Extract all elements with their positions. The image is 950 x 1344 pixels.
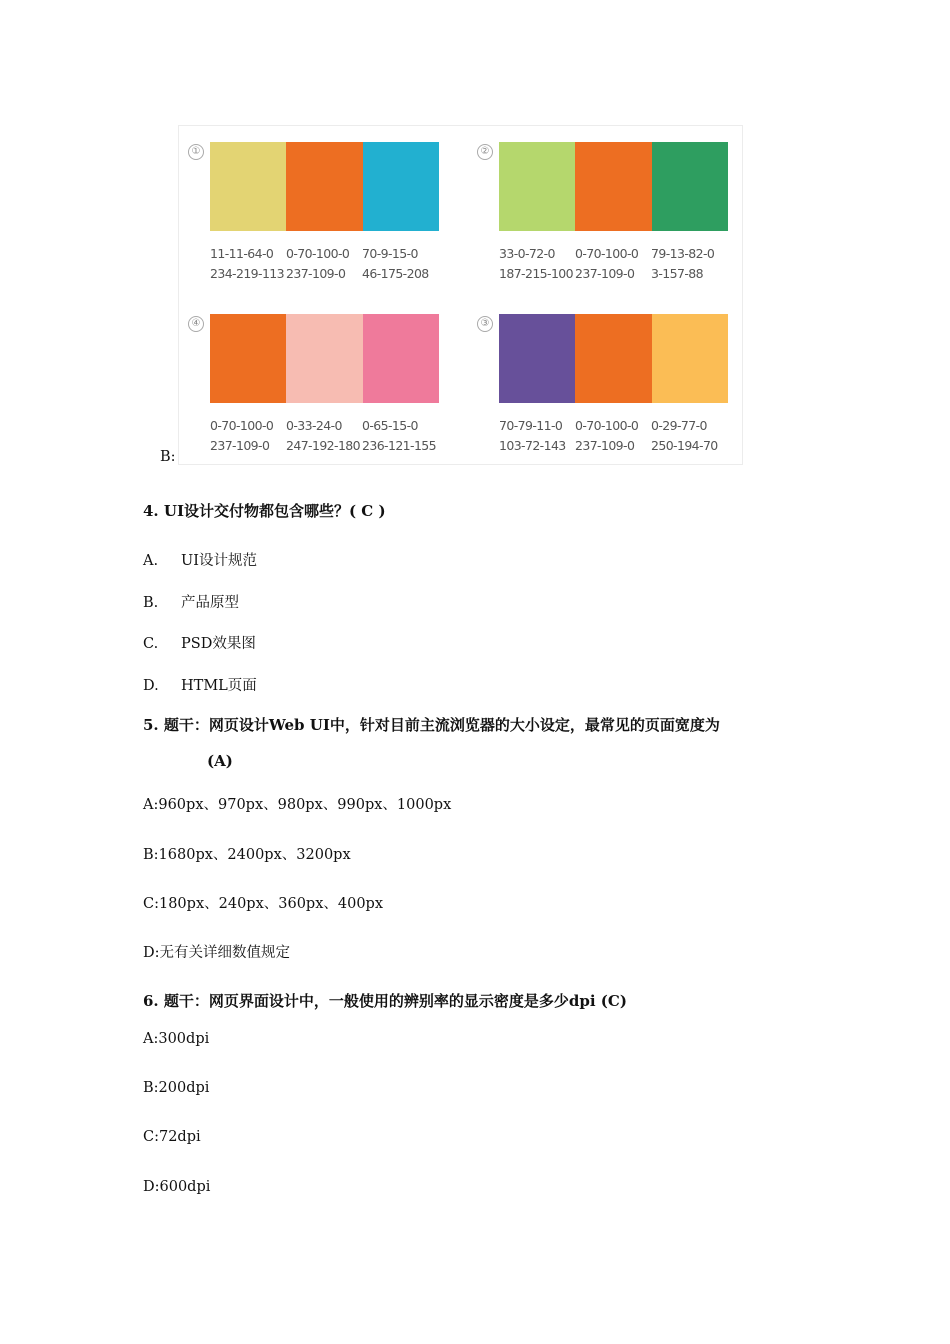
q4-option-b: B. 产品原型 <box>143 595 239 611</box>
q5-option-a: A:960px、970px、980px、990px、1000px <box>143 797 452 813</box>
color-swatch <box>652 314 728 403</box>
color-code: 0-33-24-0 247-192-180 <box>286 418 360 453</box>
question-5-answer: (A) <box>207 752 233 770</box>
group-number: ③ <box>477 316 493 332</box>
q5-option-b: B:1680px、2400px、3200px <box>143 847 351 863</box>
color-codes <box>210 244 450 284</box>
q6-option-d: D:600dpi <box>143 1179 211 1195</box>
color-codes <box>499 244 739 284</box>
color-group-4 <box>191 298 450 453</box>
swatch-row <box>499 142 728 231</box>
color-code: 79-13-82-0 3-157-88 <box>651 246 715 281</box>
swatch-row <box>210 142 439 231</box>
color-group-1 <box>191 126 450 281</box>
color-swatch <box>499 142 575 231</box>
question-4-title: 4. UI设计交付物都包含哪些？( C ) <box>143 502 386 520</box>
q4-option-d: D. HTML页面 <box>143 678 257 694</box>
color-codes <box>499 416 739 456</box>
question-6-title: 6. 题干：网页界面设计中，一般使用的辨别率的显示密度是多少dpi (C) <box>143 992 627 1010</box>
q6-option-c: C:72dpi <box>143 1129 201 1145</box>
color-code: 0-70-100-0 237-109-0 <box>286 246 350 281</box>
color-code: 0-70-100-0 237-109-0 <box>575 418 639 453</box>
q5-option-c: C:180px、240px、360px、400px <box>143 896 384 912</box>
color-swatch <box>363 314 439 403</box>
color-swatch <box>575 142 651 231</box>
swatch-row <box>210 314 439 403</box>
color-code: 11-11-64-0 234-219-113 <box>210 246 284 281</box>
color-code: 33-0-72-0 187-215-100 <box>499 246 573 281</box>
color-code: 0-70-100-0 237-109-0 <box>210 418 274 453</box>
question-5-title: 5. 题干：网页设计Web UI中，针对目前主流浏览器的大小设定，最常见的页面宽度为 <box>143 716 720 734</box>
q5-option-d: D:无有关详细数值规定 <box>143 945 291 961</box>
color-group-2 <box>480 126 739 281</box>
color-swatch <box>210 142 286 231</box>
color-codes <box>210 416 450 456</box>
color-swatch <box>363 142 439 231</box>
q4-option-c: C. PSD效果图 <box>143 636 256 652</box>
group-number: ④ <box>188 316 204 332</box>
color-swatch <box>286 142 362 231</box>
color-group-3 <box>480 298 739 453</box>
color-swatch <box>499 314 575 403</box>
color-swatch <box>286 314 362 403</box>
color-scheme-figure <box>178 125 743 465</box>
color-swatch <box>652 142 728 231</box>
color-code: 70-79-11-0 103-72-143 <box>499 418 566 453</box>
color-code: 70-9-15-0 46-175-208 <box>362 246 429 281</box>
color-swatch <box>575 314 651 403</box>
q6-option-b: B:200dpi <box>143 1080 210 1096</box>
q6-option-a: A:300dpi <box>143 1031 210 1047</box>
color-code: 0-29-77-0 250-194-70 <box>651 418 718 453</box>
color-code: 0-65-15-0 236-121-155 <box>362 418 436 453</box>
swatch-row <box>499 314 728 403</box>
color-swatch <box>210 314 286 403</box>
group-number: ① <box>188 144 204 160</box>
group-number: ② <box>477 144 493 160</box>
q4-option-a: A. UI设计规范 <box>143 553 257 569</box>
color-code: 0-70-100-0 237-109-0 <box>575 246 639 281</box>
option-b-label: B: <box>160 449 176 465</box>
